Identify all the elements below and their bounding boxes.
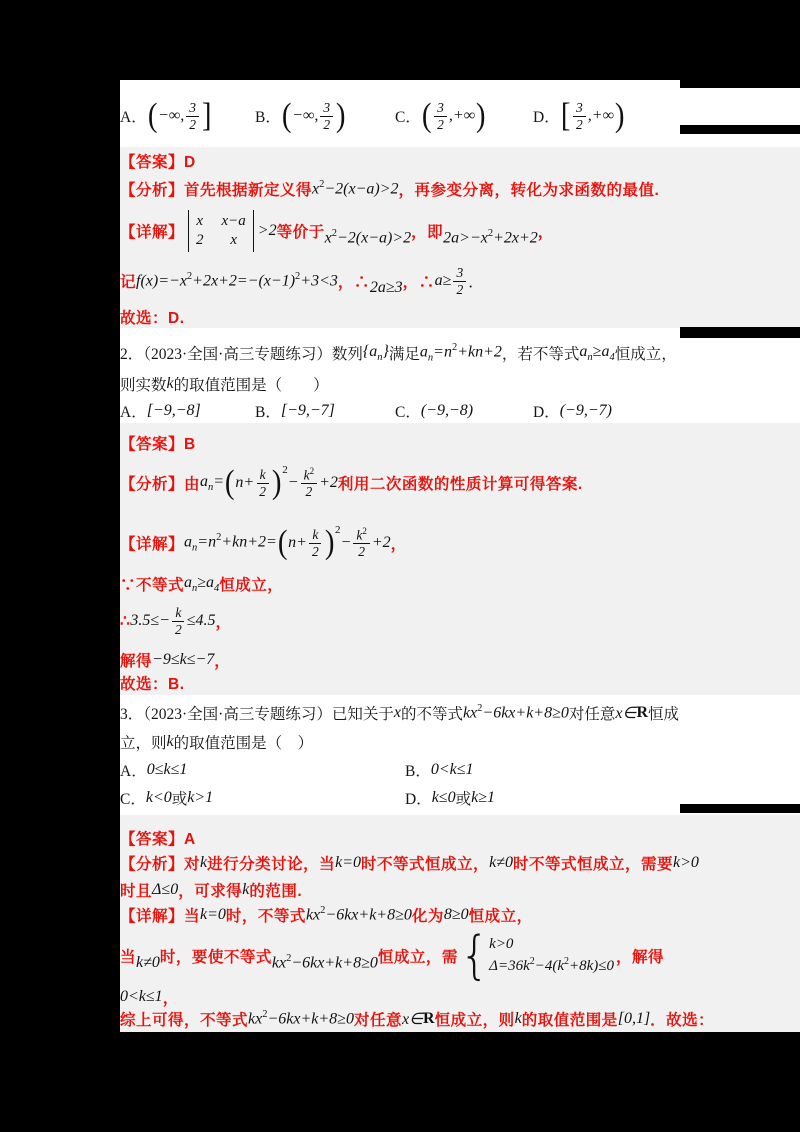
formula: k=0	[200, 906, 226, 923]
bracket: )	[335, 96, 346, 134]
q2-option-c	[395, 399, 473, 423]
detail-3b	[120, 924, 665, 986]
body-text: 则实数	[120, 377, 167, 394]
formula: a≥	[434, 272, 452, 289]
bracket: (	[224, 463, 235, 501]
formula: 3.5≤−	[130, 612, 170, 629]
formula: k	[200, 854, 208, 871]
q3-option-c	[120, 786, 213, 810]
body-text: B．	[405, 763, 431, 780]
emphasis-text: 综上可得，不等式	[120, 1012, 249, 1029]
formula: n+	[235, 474, 255, 491]
body-text: 对任意	[568, 706, 616, 723]
fraction: $\frac{k^2}{2}$	[301, 466, 318, 500]
emphasis-text: 时且	[120, 883, 153, 900]
body-text: ，若不等式	[501, 346, 580, 363]
page-edge-bar	[680, 804, 800, 813]
q2-option-b	[255, 399, 335, 423]
formula: $kx^2-6kx+k+8\ge 0$	[248, 1009, 354, 1028]
detail-3a	[120, 903, 533, 927]
analysis-3b	[120, 878, 302, 902]
emphasis-text: ，	[537, 224, 554, 241]
detail-1b	[120, 261, 484, 301]
formula: (−9,−7)	[559, 402, 612, 419]
analysis-2	[120, 456, 583, 510]
formula: 8≥0	[443, 906, 469, 923]
formula: x∈	[401, 1011, 424, 1028]
answer-2	[120, 432, 196, 454]
emphasis-text: 记	[120, 274, 137, 291]
emphasis-text: 的取值范围是	[521, 1012, 618, 1029]
q3-stem-2	[120, 730, 313, 754]
case-system: { k>0 $\Delta=36k^2-4(k^2+8k)\le 0$	[459, 924, 615, 986]
emphasis-text: ．故选：	[650, 1012, 715, 1029]
formula: $2a>-x^2+2x+2$	[443, 228, 538, 247]
body-text: 恒成	[648, 706, 680, 723]
emphasis-text: 【分析】对	[120, 856, 201, 873]
formula: x	[393, 704, 401, 721]
emphasis-text: 恒成立，	[468, 908, 533, 925]
formula: ,+∞	[448, 107, 476, 124]
bracket: [	[560, 96, 571, 134]
q3-option-d	[405, 786, 495, 810]
formula: −	[287, 474, 299, 491]
body-text: 或	[455, 791, 472, 808]
formula: k	[166, 733, 174, 750]
formula: −∞,	[158, 107, 185, 124]
emphasis-text: ，	[214, 653, 231, 670]
formula: $x^2-2(x-a)>2$	[312, 179, 399, 198]
emphasis-text: 故选：B.	[120, 676, 185, 693]
formula: −	[340, 534, 352, 551]
formula: $\{a_n\}$	[362, 342, 389, 364]
bracket: (	[147, 96, 158, 134]
body-text: B．	[255, 404, 281, 421]
formula: k>1	[187, 789, 214, 806]
fraction: $\frac{k}{2}$	[256, 467, 269, 499]
formula: k>0	[672, 854, 699, 871]
formula: 0<k≤1	[120, 988, 163, 1005]
answer-3	[120, 827, 196, 849]
emphasis-text: ∴	[120, 612, 131, 630]
formula: k	[166, 375, 174, 392]
emphasis-text: 【详解】当	[120, 908, 201, 925]
emphasis-text: 时，要使不等式	[159, 949, 272, 966]
fraction: $\frac{3}{2}$	[453, 265, 466, 297]
body-text: 的取值范围是（ ）	[173, 377, 329, 394]
fraction: 3 2	[320, 100, 333, 132]
formula: [0,1]	[617, 1010, 651, 1027]
body-text: 满足	[388, 346, 420, 363]
emphasis-text: 解得	[120, 653, 153, 670]
q2-option-d	[533, 399, 612, 423]
body-text: 2．（2023·全国·高三专题练习）数列	[120, 346, 363, 363]
emphasis-text: ，解得	[616, 949, 665, 966]
formula: n+	[288, 534, 307, 551]
detail-1	[120, 206, 554, 256]
detail-3d	[120, 1006, 714, 1032]
formula: x∈	[615, 705, 637, 722]
exponent: 2	[335, 524, 341, 536]
body-text: D．	[533, 109, 560, 126]
formula: k≥1	[471, 789, 495, 806]
emphasis-text: ，再参变分离，转化为求函数的最值.	[398, 182, 660, 199]
body-text: B．	[255, 109, 281, 126]
emphasis-text: 时不等式恒成立，	[361, 856, 490, 873]
fraction: 3 2	[434, 100, 447, 132]
body-text: 立，则	[120, 735, 167, 752]
body-text: A．	[120, 763, 147, 780]
formula: +2	[371, 534, 391, 551]
q1-option-d	[533, 92, 625, 140]
body-text: D．	[533, 404, 560, 421]
body-text: 的不等式	[400, 706, 463, 723]
emphasis-text: 进行分类讨论，当	[207, 856, 336, 873]
detail-2d	[120, 648, 230, 672]
emphasis-text: 【答案】A	[120, 831, 196, 848]
emphasis-text: 时不等式恒成立，需要	[512, 856, 673, 873]
formula: $x^2-2(x-a)>2$	[324, 228, 412, 247]
fraction: $\frac{k^2}{2}$	[353, 526, 370, 560]
formula: Δ≤0	[152, 881, 179, 898]
body-text: 恒成立，	[614, 346, 677, 363]
body-text: 或	[171, 791, 188, 808]
document-page	[120, 80, 800, 1032]
fraction: $\frac{k}{2}$	[172, 605, 185, 637]
choice-1	[120, 306, 185, 328]
formula: $a_n\ge a_4$	[184, 573, 220, 595]
body-text: ．	[468, 274, 484, 291]
answer-1	[120, 150, 196, 172]
bold-symbol: R	[636, 704, 649, 721]
q2-stem-1	[120, 341, 677, 365]
formula: k≠0	[136, 954, 160, 971]
page-edge-bar	[680, 80, 800, 88]
formula: 2a≥3	[369, 279, 403, 296]
q3-option-b	[405, 758, 474, 782]
emphasis-text: 【详解】	[120, 224, 185, 241]
body-text: D．	[405, 791, 432, 808]
formula: $a_n=$	[200, 472, 225, 494]
emphasis-text: 恒成立，则	[434, 1012, 515, 1029]
emphasis-text: 【详解】	[120, 536, 185, 553]
body-text: 的取值范围是（ ）	[173, 735, 314, 752]
bracket: )	[475, 96, 486, 134]
emphasis-text: 【分析】首先根据新定义得	[120, 182, 313, 199]
bracket: (	[281, 96, 292, 134]
emphasis-text: 【分析】由	[120, 476, 201, 493]
formula: +2	[319, 474, 338, 491]
emphasis-text: 恒成立，	[219, 577, 284, 594]
body-text: C．	[395, 404, 421, 421]
formula: $a_n\ge a_4$	[579, 342, 615, 364]
emphasis-text: ，	[390, 536, 407, 553]
emphasis-text: ，∴	[402, 274, 435, 291]
formula: k=0	[335, 854, 362, 871]
formula: $a_n=n^2+kn+2=$	[184, 532, 277, 554]
determinant: x x−a 2 x	[188, 210, 254, 252]
brace: {	[459, 924, 490, 986]
formula: >2	[257, 222, 277, 239]
formula: k	[514, 1010, 522, 1027]
formula: k≤0	[431, 789, 456, 806]
detail-2	[120, 516, 407, 570]
formula: 0<k≤1	[430, 761, 474, 778]
choice-2	[120, 672, 185, 694]
emphasis-text: ，∴	[337, 274, 370, 291]
formula: 0≤k≤1	[146, 761, 188, 778]
emphasis-text: 的范围.	[249, 883, 303, 900]
analysis-3a	[120, 851, 699, 875]
body-text: C．	[395, 109, 421, 126]
emphasis-text: 【答案】B	[120, 436, 196, 453]
bracket: (	[277, 523, 288, 561]
formula: k<0	[145, 789, 172, 806]
formula: k	[242, 881, 250, 898]
formula: ≤4.5	[186, 612, 216, 629]
emphasis-text: 时，不等式	[225, 908, 306, 925]
emphasis-text: 等价于	[276, 224, 325, 241]
formula: k≠0	[489, 854, 513, 871]
bracket: )	[614, 96, 625, 134]
q3-option-a	[120, 758, 187, 782]
exponent: 2	[282, 464, 288, 476]
emphasis-text: 当	[120, 949, 137, 966]
bracket: ]	[201, 96, 212, 134]
fraction: $\frac{k}{2}$	[309, 527, 322, 559]
q1-option-b	[255, 92, 346, 140]
emphasis-text: 利用二次函数的性质计算可得答案.	[337, 476, 583, 493]
detail-3c	[120, 986, 179, 1008]
fraction: 3 2	[573, 100, 586, 132]
emphasis-text: ，可求得	[178, 883, 243, 900]
emphasis-text: 化为	[411, 908, 444, 925]
formula: $kx^2-6kx+k+8\ge 0$	[305, 905, 412, 924]
emphasis-text: 对任意	[353, 1012, 402, 1029]
bold-symbol: R	[423, 1010, 435, 1027]
formula: $kx^2-6kx+k+8\ge 0$	[462, 703, 569, 722]
q1-option-c	[395, 92, 486, 140]
bracket: )	[271, 463, 282, 501]
formula: $f(x)=-x^2+2x+2=-(x-1)^2+3<3$	[136, 271, 338, 290]
fraction: 3 2	[186, 100, 199, 132]
body-text: 3．（2023·全国·高三专题练习）已知关于	[120, 706, 394, 723]
emphasis-text: 【答案】D	[120, 154, 196, 171]
body-text: A．	[120, 109, 147, 126]
formula: (−9,−8)	[420, 402, 474, 419]
formula: [−9,−8]	[146, 402, 201, 419]
emphasis-text: ，	[162, 990, 179, 1007]
body-text: A．	[120, 404, 147, 421]
page-edge-bar	[680, 327, 800, 338]
emphasis-text: 恒成立，需	[377, 949, 458, 966]
emphasis-text: ∵不等式	[120, 577, 185, 594]
emphasis-text: 故选：D.	[120, 310, 185, 327]
bracket: )	[324, 523, 335, 561]
q2-option-a	[120, 399, 201, 423]
formula: $kx^2-6kx+k+8\ge 0$	[271, 953, 378, 972]
emphasis-text: ，即	[411, 224, 444, 241]
formula: $a_n=n^2+kn+2$	[419, 342, 502, 364]
formula: −9≤k≤−7	[152, 651, 215, 668]
formula: [−9,−7]	[280, 402, 335, 419]
q2-stem-2	[120, 372, 329, 396]
detail-2c	[120, 598, 232, 644]
analysis-1	[120, 177, 659, 201]
q3-stem-1	[120, 701, 679, 725]
bracket: (	[421, 96, 432, 134]
page-edge-bar	[680, 125, 800, 134]
emphasis-text: ，	[215, 614, 232, 631]
body-text: C．	[120, 791, 146, 808]
detail-2b	[120, 572, 283, 596]
formula: −∞,	[292, 107, 319, 124]
q1-option-a	[120, 92, 212, 140]
formula: ,+∞	[587, 107, 614, 124]
